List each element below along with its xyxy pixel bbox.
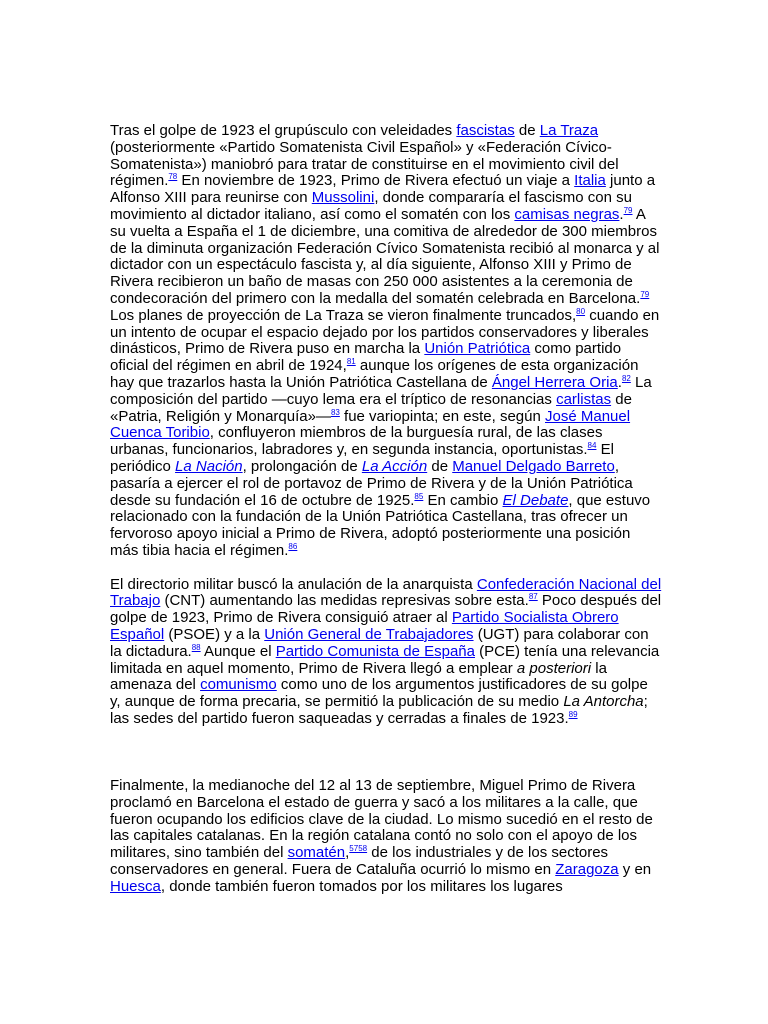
link-union-patriotica[interactable]: Unión Patriótica (424, 340, 531, 358)
reference-79[interactable]: 79 (640, 289, 650, 299)
link-huesca[interactable]: Huesca (110, 877, 161, 895)
link-camisas-negras[interactable]: camisas negras (514, 205, 620, 223)
link-fascistas[interactable]: fascistas (456, 122, 515, 139)
link-jose-manuel-cuenca-toribio[interactable]: José Manuel Cuenca Toribio (110, 407, 631, 442)
reference-86[interactable]: 86 (288, 541, 298, 551)
link-manuel-delgado-barreto[interactable]: Manuel Delgado Barreto (452, 457, 615, 475)
link-psoe[interactable]: Partido Socialista Obrero Español (110, 609, 619, 643)
reference-81[interactable]: 81 (346, 357, 356, 367)
link-italia[interactable]: Italia (574, 172, 606, 190)
link-ugt[interactable]: Unión General de Trabajadores (264, 625, 474, 643)
reference-84[interactable]: 84 (587, 441, 597, 451)
link-carlistas[interactable]: carlistas (556, 390, 612, 408)
link-la-traza[interactable]: La Traza (539, 122, 599, 139)
article-body (110, 123, 662, 896)
link-comunismo[interactable]: comunismo (200, 676, 277, 694)
reference-85[interactable]: 85 (414, 491, 424, 501)
reference-78[interactable]: 78 (168, 172, 178, 182)
reference-83[interactable]: 83 (330, 407, 340, 417)
link-el-debate[interactable]: El Debate (502, 491, 569, 509)
link-zaragoza[interactable]: Zaragoza (555, 861, 619, 879)
link-pce[interactable]: Partido Comunista de España (275, 642, 475, 660)
reference-5758[interactable]: 5758 (349, 844, 368, 854)
reference-88[interactable]: 88 (191, 642, 201, 652)
reference-87[interactable]: 87 (528, 592, 538, 602)
link-mussolini[interactable]: Mussolini (311, 189, 375, 207)
link-somaten[interactable]: somatén (287, 844, 346, 862)
paragraph-3: Finalmente, la medianoche del 12 al 13 de septiembre, Miguel Primo de Rivera proclamó en Barcelona el estado de guerra y sacó a los militares a la calle, que fueron ocupando los edificios clave de la ciudad. Lo mismo sucedió en el resto de las capitales catalanas. En la región catalana contó no solo con el apoyo de los militares, sino también del somatén,$^{5758}$ de los industriales y de los sectores conservadores en general. Fuera de Cataluña ocurrió lo mismo en Zaragoza y en Huesca, donde también fueron tomados por los militares los lugares (110, 777, 653, 895)
reference-79[interactable]: 79 (623, 205, 633, 215)
reference-80[interactable]: 80 (576, 306, 586, 316)
paragraph-2: El directorio militar buscó la anulación de la anarquista Confederación Nacional del Trabajo (CNT) aumentando las medidas represivas sobre esta.$^{87}$ Poco después del golpe de 1923, Primo de Rivera consiguió atraer al Partido Socialista Obrero Español (PSOE) y a la Unión General de Trabajadores (UGT) para colaborar con la dictadura.$^{88}$ Aunque el Partido Comunista de España (PCE) tenía una relevancia limitada en aquel momento, Primo de Rivera llegó a emplear a posteriori la amenaza del comunismo como uno de los argumentos justificadores de su golpe y, aunque de forma precaria, se permitió la publicación de su medio La Antorcha; las sedes del partido fueron saqueadas y cerradas a finales de 1923.89 (110, 575, 662, 727)
link-angel-herrera-oria[interactable]: Ángel Herrera Oria (491, 373, 618, 391)
paragraph-1: Tras el golpe de 1923 el grupúsculo con veleidades fascistas de La Traza (posteriormente «Partido Somatenista Civil Español» y «Federación Cívico-Somatenista») maniobró para tratar de constituirse en el movimiento civil del régimen.$^{78}$ En noviembre de 1923, Primo de Rivera efectuó un viaje a Italia junto a Alfonso XIII para reunirse con Mussolini, donde compararía el fascismo con su movimiento al dictador italiano, así como el somatén con los camisas negras.$^{79}$ A su vuelta a España el 1 de diciembre, una comitiva de alrededor de 300 miembros de la diminuta organización Federación Cívico Somatenista recibió al monarca y al dictador con un espectáculo fascista y, al día siguiente, Alfonso XIII y Primo de Rivera recibieron un baño de masas con 250 000 asistentes a la ceremonia de condecoración del primero con la medalla del somatén celebrada en Barcelona.$^{79}$ Los planes de proyección de La Traza se vieron finalmente truncados,$^{80}$ cuando en un intento de ocupar el espacio dejado por los partidos conservadores y liberales dinásticos, Primo de Rivera puso en marcha la Unión Patriótica como partido oficial del régimen en abril de 1924,81 aunque los orígenes de esta organización hay que trazarlos hasta la Unión Patriótica Castellana de Ángel Herrera Oria.$^{82}$ La composición del partido —cuyo lema era el tríptico de resonancias carlistas de «Patria, Religión y Monarquía»—$^{83}$ fue variopinta; en este, según José Manuel Cuenca Toribio, confluyeron miembros de la burguesía rural, de las clases urbanas, funcionarios, labradores y, en segunda instancia, oportunistas.$^{84}$ El periódico La Nación, prolongación de La Acción de Manuel Delgado Barreto, pasaría a ejercer el rol de portavoz de Primo de Rivera y de la Unión Patriótica desde su fundación el 16 de octubre de 1925.85 En cambio El Debate, que estuvo relacionado con la fundación de la Unión Patriótica Castellana, tras ofrecer un fervoroso apoyo inicial a Primo de Rivera, adoptó posteriormente una posición más tibia hacia el régimen.$^{86}$ (110, 122, 660, 559)
link-cnt[interactable]: Confederación Nacional del Trabajo (110, 575, 662, 610)
link-la-accion[interactable]: La Acción (361, 457, 428, 475)
reference-89[interactable]: 89 (568, 709, 578, 719)
link-la-nacion[interactable]: La Nación (175, 457, 243, 475)
reference-82[interactable]: 82 (621, 373, 631, 383)
